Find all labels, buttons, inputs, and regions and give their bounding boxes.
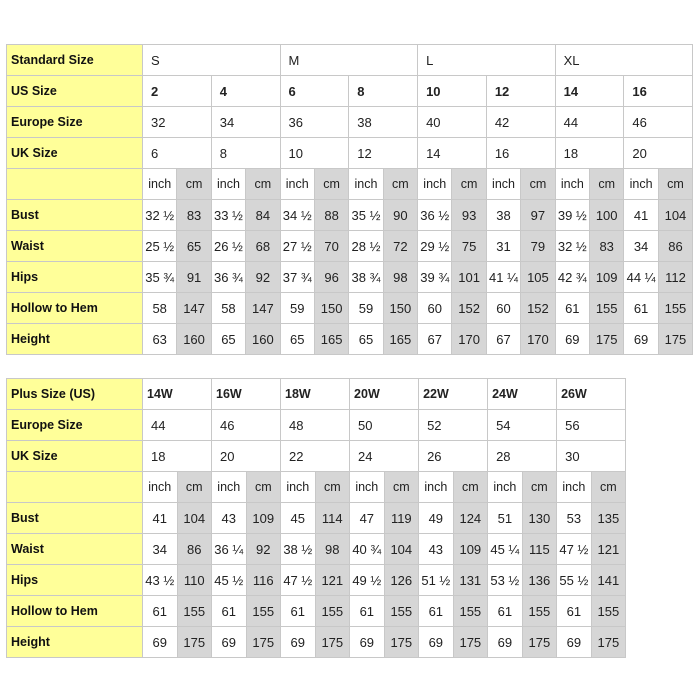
measurement-value: 60 bbox=[418, 293, 452, 324]
row-label: Hips bbox=[7, 262, 143, 293]
measurement-value: 38 bbox=[486, 200, 520, 231]
standard-header-row bbox=[7, 45, 693, 76]
unit-header: inch bbox=[557, 472, 592, 503]
measurement-value: 155 bbox=[246, 596, 281, 627]
measurement-value: 59 bbox=[349, 293, 383, 324]
unit-header: cm bbox=[246, 472, 281, 503]
measurement-value: 84 bbox=[246, 200, 280, 231]
measurement-value: 39 ¾ bbox=[418, 262, 452, 293]
measurement-value: 112 bbox=[658, 262, 692, 293]
unit-header: inch bbox=[281, 472, 316, 503]
measurement-value: 175 bbox=[384, 627, 419, 658]
measurement-value: 155 bbox=[384, 596, 419, 627]
measurement-value: 69 bbox=[557, 627, 592, 658]
size-value: 30 bbox=[557, 441, 626, 472]
measurement-value: 65 bbox=[177, 231, 211, 262]
standard-measurement-row bbox=[7, 231, 693, 262]
measurement-value: 150 bbox=[314, 293, 348, 324]
measurement-value: 65 bbox=[211, 324, 245, 355]
measurement-value: 88 bbox=[314, 200, 348, 231]
measurement-value: 150 bbox=[383, 293, 417, 324]
measurement-value: 70 bbox=[314, 231, 348, 262]
row-label: Height bbox=[7, 627, 143, 658]
measurement-value: 63 bbox=[143, 324, 177, 355]
measurement-value: 45 ¼ bbox=[488, 534, 523, 565]
measurement-value: 37 ¾ bbox=[280, 262, 314, 293]
unit-header: inch bbox=[280, 169, 314, 200]
measurement-value: 83 bbox=[590, 231, 624, 262]
standard-measurement-row bbox=[7, 324, 693, 355]
measurement-value: 86 bbox=[177, 534, 212, 565]
measurement-value: 121 bbox=[315, 565, 350, 596]
size-value: 28 bbox=[488, 441, 557, 472]
measurement-value: 175 bbox=[315, 627, 350, 658]
measurement-value: 61 bbox=[624, 293, 658, 324]
row-label-blank bbox=[7, 472, 143, 503]
measurement-value: 155 bbox=[315, 596, 350, 627]
measurement-value: 38 ½ bbox=[281, 534, 316, 565]
standard-units-row bbox=[7, 169, 693, 200]
unit-header: inch bbox=[486, 169, 520, 200]
measurement-value: 175 bbox=[246, 627, 281, 658]
measurement-value: 175 bbox=[522, 627, 557, 658]
measurement-value: 92 bbox=[246, 534, 281, 565]
measurement-value: 69 bbox=[419, 627, 454, 658]
size-header: 20W bbox=[350, 379, 419, 410]
size-value: 34 bbox=[211, 107, 280, 138]
unit-header: inch bbox=[624, 169, 658, 200]
size-value: 44 bbox=[555, 107, 624, 138]
measurement-value: 53 ½ bbox=[488, 565, 523, 596]
measurement-value: 25 ½ bbox=[143, 231, 177, 262]
measurement-value: 69 bbox=[212, 627, 247, 658]
measurement-value: 75 bbox=[452, 231, 486, 262]
measurement-value: 51 bbox=[488, 503, 523, 534]
measurement-value: 175 bbox=[177, 627, 212, 658]
size-header: 22W bbox=[419, 379, 488, 410]
measurement-value: 27 ½ bbox=[280, 231, 314, 262]
measurement-value: 155 bbox=[453, 596, 488, 627]
measurement-value: 155 bbox=[177, 596, 212, 627]
size-value: 44 bbox=[143, 410, 212, 441]
unit-header: inch bbox=[488, 472, 523, 503]
measurement-value: 32 ½ bbox=[555, 231, 589, 262]
standard-europe-row bbox=[7, 107, 693, 138]
size-value: 12 bbox=[349, 138, 418, 169]
unit-header: cm bbox=[315, 472, 350, 503]
unit-header: cm bbox=[452, 169, 486, 200]
measurement-value: 47 bbox=[350, 503, 385, 534]
measurement-value: 26 ½ bbox=[211, 231, 245, 262]
measurement-value: 35 ¾ bbox=[143, 262, 177, 293]
standard-measurement-row bbox=[7, 293, 693, 324]
unit-header: cm bbox=[384, 472, 419, 503]
size-value: 36 bbox=[280, 107, 349, 138]
measurement-value: 116 bbox=[246, 565, 281, 596]
size-value: 10 bbox=[418, 76, 487, 107]
measurement-value: 141 bbox=[591, 565, 626, 596]
measurement-value: 53 bbox=[557, 503, 592, 534]
measurement-value: 104 bbox=[658, 200, 692, 231]
unit-header: cm bbox=[246, 169, 280, 200]
measurement-value: 32 ½ bbox=[143, 200, 177, 231]
measurement-value: 41 bbox=[143, 503, 178, 534]
measurement-value: 98 bbox=[383, 262, 417, 293]
measurement-value: 38 ¾ bbox=[349, 262, 383, 293]
size-header: 24W bbox=[488, 379, 557, 410]
measurement-value: 67 bbox=[486, 324, 520, 355]
size-value: 10 bbox=[280, 138, 349, 169]
measurement-value: 114 bbox=[315, 503, 350, 534]
measurement-value: 86 bbox=[658, 231, 692, 262]
unit-header: inch bbox=[350, 472, 385, 503]
measurement-value: 155 bbox=[522, 596, 557, 627]
size-value: 40 bbox=[418, 107, 487, 138]
measurement-value: 98 bbox=[315, 534, 350, 565]
measurement-value: 34 bbox=[143, 534, 178, 565]
unit-header: cm bbox=[453, 472, 488, 503]
measurement-value: 68 bbox=[246, 231, 280, 262]
plus-units-row bbox=[7, 472, 626, 503]
measurement-value: 61 bbox=[281, 596, 316, 627]
row-label: Europe Size bbox=[7, 410, 143, 441]
size-header: M bbox=[280, 45, 418, 76]
row-label: Hollow to Hem bbox=[7, 293, 143, 324]
measurement-value: 79 bbox=[521, 231, 555, 262]
row-label: Europe Size bbox=[7, 107, 143, 138]
measurement-value: 96 bbox=[314, 262, 348, 293]
plus-measurement-row bbox=[7, 627, 626, 658]
measurement-value: 175 bbox=[658, 324, 692, 355]
measurement-value: 45 bbox=[281, 503, 316, 534]
unit-header: cm bbox=[177, 472, 212, 503]
standard-us-row bbox=[7, 76, 693, 107]
unit-header: cm bbox=[522, 472, 557, 503]
measurement-value: 55 ½ bbox=[557, 565, 592, 596]
measurement-value: 35 ½ bbox=[349, 200, 383, 231]
size-value: 42 bbox=[486, 107, 555, 138]
measurement-value: 105 bbox=[521, 262, 555, 293]
measurement-value: 43 bbox=[419, 534, 454, 565]
measurement-value: 110 bbox=[177, 565, 212, 596]
measurement-value: 115 bbox=[522, 534, 557, 565]
size-value: 8 bbox=[211, 138, 280, 169]
measurement-value: 34 bbox=[624, 231, 658, 262]
measurement-value: 92 bbox=[246, 262, 280, 293]
measurement-value: 34 ½ bbox=[280, 200, 314, 231]
measurement-value: 36 ¼ bbox=[212, 534, 247, 565]
measurement-value: 69 bbox=[281, 627, 316, 658]
size-value: 16 bbox=[486, 138, 555, 169]
size-value: 8 bbox=[349, 76, 418, 107]
measurement-value: 121 bbox=[591, 534, 626, 565]
unit-header: inch bbox=[143, 169, 177, 200]
measurement-value: 165 bbox=[314, 324, 348, 355]
plus-europe-row bbox=[7, 410, 626, 441]
measurement-value: 83 bbox=[177, 200, 211, 231]
row-label: Waist bbox=[7, 231, 143, 262]
measurement-value: 165 bbox=[383, 324, 417, 355]
measurement-value: 65 bbox=[349, 324, 383, 355]
measurement-value: 160 bbox=[177, 324, 211, 355]
measurement-value: 36 ¾ bbox=[211, 262, 245, 293]
plus-measurement-row bbox=[7, 596, 626, 627]
standard-size-table bbox=[6, 44, 693, 355]
measurement-value: 104 bbox=[384, 534, 419, 565]
row-label: UK Size bbox=[7, 138, 143, 169]
size-value: 32 bbox=[143, 107, 212, 138]
plus-size-table bbox=[6, 378, 626, 658]
size-header: 26W bbox=[557, 379, 626, 410]
size-value: 16 bbox=[624, 76, 693, 107]
row-label: Bust bbox=[7, 503, 143, 534]
measurement-value: 39 ½ bbox=[555, 200, 589, 231]
measurement-value: 131 bbox=[453, 565, 488, 596]
measurement-value: 109 bbox=[453, 534, 488, 565]
measurement-value: 97 bbox=[521, 200, 555, 231]
measurement-value: 36 ½ bbox=[418, 200, 452, 231]
row-label: UK Size bbox=[7, 441, 143, 472]
plus-measurement-row bbox=[7, 503, 626, 534]
measurement-value: 100 bbox=[590, 200, 624, 231]
row-label: Waist bbox=[7, 534, 143, 565]
row-label: Hollow to Hem bbox=[7, 596, 143, 627]
measurement-value: 135 bbox=[591, 503, 626, 534]
size-header: 14W bbox=[143, 379, 212, 410]
size-value: 4 bbox=[211, 76, 280, 107]
measurement-value: 41 ¼ bbox=[486, 262, 520, 293]
unit-header: inch bbox=[212, 472, 247, 503]
measurement-value: 152 bbox=[521, 293, 555, 324]
unit-header: cm bbox=[314, 169, 348, 200]
measurement-value: 109 bbox=[590, 262, 624, 293]
row-label: Height bbox=[7, 324, 143, 355]
measurement-value: 93 bbox=[452, 200, 486, 231]
row-label: Plus Size (US) bbox=[7, 379, 143, 410]
size-value: 20 bbox=[624, 138, 693, 169]
plus-measurement-row bbox=[7, 565, 626, 596]
unit-header: cm bbox=[590, 169, 624, 200]
measurement-value: 69 bbox=[350, 627, 385, 658]
unit-header: inch bbox=[418, 169, 452, 200]
measurement-value: 69 bbox=[624, 324, 658, 355]
size-value: 38 bbox=[349, 107, 418, 138]
size-header: XL bbox=[555, 45, 693, 76]
unit-header: cm bbox=[521, 169, 555, 200]
measurement-value: 47 ½ bbox=[281, 565, 316, 596]
size-value: 14 bbox=[555, 76, 624, 107]
size-value: 2 bbox=[143, 76, 212, 107]
unit-header: cm bbox=[658, 169, 692, 200]
measurement-value: 130 bbox=[522, 503, 557, 534]
measurement-value: 124 bbox=[453, 503, 488, 534]
row-label: US Size bbox=[7, 76, 143, 107]
size-header: 16W bbox=[212, 379, 281, 410]
measurement-value: 152 bbox=[452, 293, 486, 324]
measurement-value: 91 bbox=[177, 262, 211, 293]
plus-uk-row bbox=[7, 441, 626, 472]
row-label-blank bbox=[7, 169, 143, 200]
size-value: 18 bbox=[555, 138, 624, 169]
measurement-value: 69 bbox=[488, 627, 523, 658]
measurement-value: 61 bbox=[557, 596, 592, 627]
size-header: 18W bbox=[281, 379, 350, 410]
measurement-value: 44 ¼ bbox=[624, 262, 658, 293]
measurement-value: 33 ½ bbox=[211, 200, 245, 231]
measurement-value: 67 bbox=[418, 324, 452, 355]
measurement-value: 147 bbox=[177, 293, 211, 324]
measurement-value: 40 ¾ bbox=[350, 534, 385, 565]
size-value: 56 bbox=[557, 410, 626, 441]
measurement-value: 49 ½ bbox=[350, 565, 385, 596]
plus-measurement-row bbox=[7, 534, 626, 565]
measurement-value: 90 bbox=[383, 200, 417, 231]
size-value: 22 bbox=[281, 441, 350, 472]
size-value: 24 bbox=[350, 441, 419, 472]
measurement-value: 61 bbox=[350, 596, 385, 627]
measurement-value: 126 bbox=[384, 565, 419, 596]
size-header: S bbox=[143, 45, 281, 76]
size-value: 14 bbox=[418, 138, 487, 169]
size-value: 20 bbox=[212, 441, 281, 472]
measurement-value: 47 ½ bbox=[557, 534, 592, 565]
measurement-value: 60 bbox=[486, 293, 520, 324]
measurement-value: 119 bbox=[384, 503, 419, 534]
row-label: Standard Size bbox=[7, 45, 143, 76]
size-value: 26 bbox=[419, 441, 488, 472]
standard-measurement-row bbox=[7, 200, 693, 231]
measurement-value: 101 bbox=[452, 262, 486, 293]
size-value: 48 bbox=[281, 410, 350, 441]
unit-header: inch bbox=[555, 169, 589, 200]
measurement-value: 175 bbox=[591, 627, 626, 658]
measurement-value: 49 bbox=[419, 503, 454, 534]
measurement-value: 170 bbox=[452, 324, 486, 355]
measurement-value: 109 bbox=[246, 503, 281, 534]
measurement-value: 136 bbox=[522, 565, 557, 596]
size-value: 54 bbox=[488, 410, 557, 441]
measurement-value: 160 bbox=[246, 324, 280, 355]
unit-header: inch bbox=[143, 472, 178, 503]
size-value: 6 bbox=[143, 138, 212, 169]
measurement-value: 58 bbox=[211, 293, 245, 324]
measurement-value: 61 bbox=[555, 293, 589, 324]
measurement-value: 51 ½ bbox=[419, 565, 454, 596]
measurement-value: 69 bbox=[143, 627, 178, 658]
measurement-value: 104 bbox=[177, 503, 212, 534]
unit-header: inch bbox=[211, 169, 245, 200]
measurement-value: 28 ½ bbox=[349, 231, 383, 262]
unit-header: cm bbox=[177, 169, 211, 200]
measurement-value: 58 bbox=[143, 293, 177, 324]
measurement-value: 155 bbox=[658, 293, 692, 324]
measurement-value: 65 bbox=[280, 324, 314, 355]
unit-header: inch bbox=[419, 472, 454, 503]
measurement-value: 61 bbox=[143, 596, 178, 627]
row-label: Hips bbox=[7, 565, 143, 596]
measurement-value: 61 bbox=[419, 596, 454, 627]
measurement-value: 45 ½ bbox=[212, 565, 247, 596]
measurement-value: 72 bbox=[383, 231, 417, 262]
plus-header-row bbox=[7, 379, 626, 410]
measurement-value: 31 bbox=[486, 231, 520, 262]
measurement-value: 175 bbox=[590, 324, 624, 355]
measurement-value: 61 bbox=[488, 596, 523, 627]
size-value: 6 bbox=[280, 76, 349, 107]
size-value: 12 bbox=[486, 76, 555, 107]
measurement-value: 155 bbox=[590, 293, 624, 324]
standard-measurement-row bbox=[7, 262, 693, 293]
unit-header: cm bbox=[383, 169, 417, 200]
size-value: 46 bbox=[212, 410, 281, 441]
unit-header: inch bbox=[349, 169, 383, 200]
unit-header: cm bbox=[591, 472, 626, 503]
measurement-value: 59 bbox=[280, 293, 314, 324]
measurement-value: 41 bbox=[624, 200, 658, 231]
measurement-value: 155 bbox=[591, 596, 626, 627]
measurement-value: 43 ½ bbox=[143, 565, 178, 596]
measurement-value: 29 ½ bbox=[418, 231, 452, 262]
measurement-value: 69 bbox=[555, 324, 589, 355]
size-value: 18 bbox=[143, 441, 212, 472]
measurement-value: 61 bbox=[212, 596, 247, 627]
standard-uk-row bbox=[7, 138, 693, 169]
measurement-value: 175 bbox=[453, 627, 488, 658]
measurement-value: 147 bbox=[246, 293, 280, 324]
size-header: L bbox=[418, 45, 556, 76]
measurement-value: 43 bbox=[212, 503, 247, 534]
size-value: 50 bbox=[350, 410, 419, 441]
measurement-value: 42 ¾ bbox=[555, 262, 589, 293]
size-value: 46 bbox=[624, 107, 693, 138]
measurement-value: 170 bbox=[521, 324, 555, 355]
size-value: 52 bbox=[419, 410, 488, 441]
row-label: Bust bbox=[7, 200, 143, 231]
